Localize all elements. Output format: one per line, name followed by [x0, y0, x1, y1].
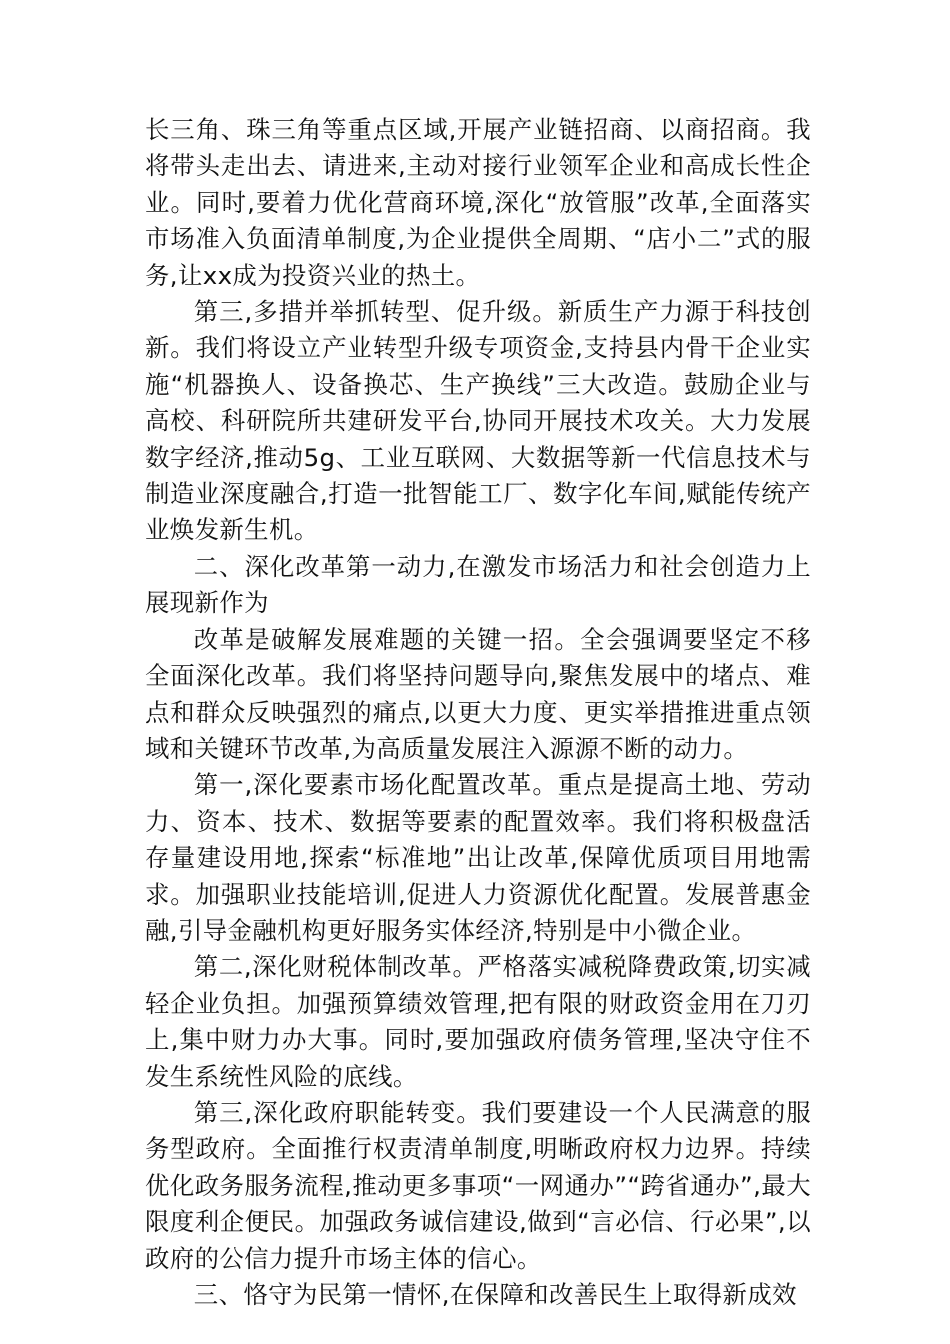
section-heading-reform: 二、深化改革第一动力,在激发市场活力和社会创造力上展现新作为 — [145, 551, 811, 618]
paragraph-fiscal-tax-reform: 第二,深化财税体制改革。严格落实减税降费政策,切实减轻企业负担。加强预算绩效管理,把有限的财政资金用在刀刃上,集中财力办大事。同时,要加强政府债务管理,坚决守住不发生系统性风险的底线。 — [145, 952, 811, 1091]
paragraph-factor-market-reform: 第一,深化要素市场化配置改革。重点是提高土地、劳动力、资本、技术、数据等要素的配置效率。我们将积极盘活存量建设用地,探索“标准地”出让改革,保障优质项目用地需求。加强职业技能培训,促进人力资源优化配置。发展普惠金融,引导金融机构更好服务实体经济,特别是中小微企业。 — [145, 770, 811, 945]
paragraph-continued-investment: 长三角、珠三角等重点区域,开展产业链招商、以商招商。我将带头走出去、请进来,主动对接行业领军企业和高成长性企业。同时,要着力优化营商环境,深化“放管服”改革,全面落实市场准入负面清单制度,为企业提供全周期、“店小二”式的服务,让xx成为投资兴业的热土。 — [145, 115, 811, 290]
paragraph-government-function: 第三,深化政府职能转变。我们要建设一个人民满意的服务型政府。全面推行权责清单制度,明晰政府权力边界。持续优化政务服务流程,推动更多事项“一网通办”“跨省通办”,最大限度利企便民。加强政务诚信建设,做到“言必信、行必果”,以政府的公信力提升市场主体的信心。 — [145, 1097, 811, 1273]
paragraph-reform-intro: 改革是破解发展难题的关键一招。全会强调要坚定不移全面深化改革。我们将坚持问题导向,聚焦发展中的堵点、难点和群众反映强烈的痛点,以更大力度、更实举措推进重点领域和关键环节改革,为高质量发展注入源源不断的动力。 — [145, 624, 811, 763]
section-heading-livelihood: 三、恪守为民第一情怀,在保障和改善民生上取得新成效 — [193, 1280, 797, 1309]
body-text — [145, 112, 811, 1313]
paragraph-transformation-upgrade: 第三,多措并举抓转型、促升级。新质生产力源于科技创新。我们将设立产业转型升级专项资金,支持县内骨干企业实施“机器换人、设备换芯、生产换线”三大改造。鼓励企业与高校、科研院所共建研发平台,协同开展技术攻关。大力发展数字经济,推动5g、工业互联网、大数据等新一代信息技术与制造业深度融合,打造一批智能工厂、数字化车间,赋能传统产业焕发新生机。 — [145, 297, 811, 545]
